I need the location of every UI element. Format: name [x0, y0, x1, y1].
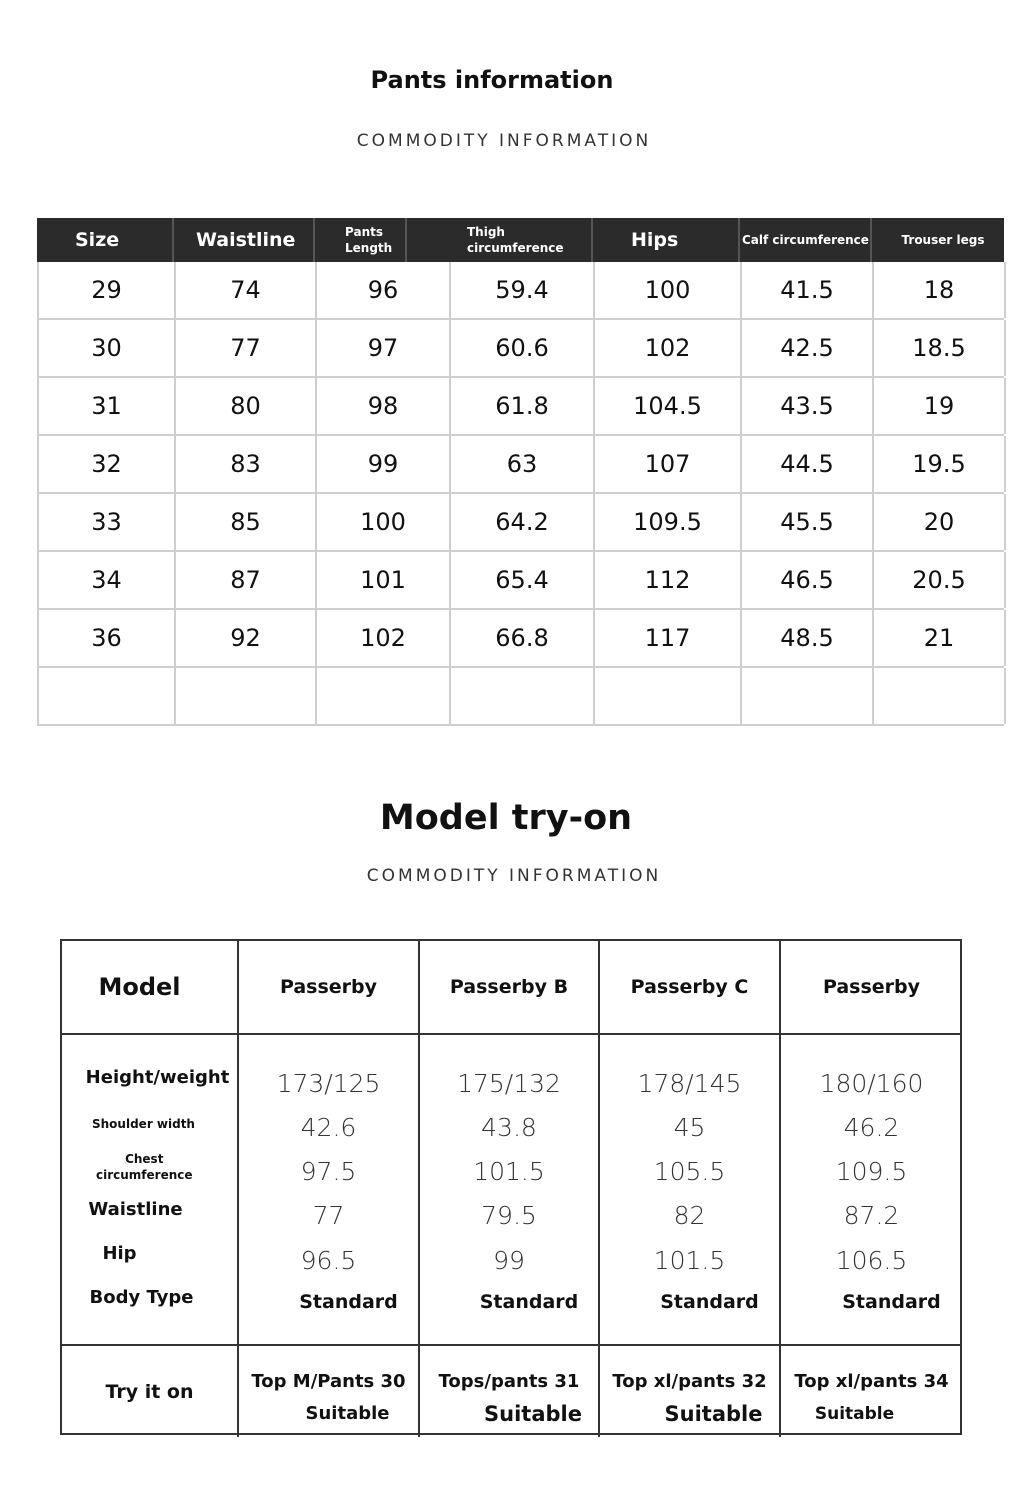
table-cell — [595, 668, 742, 724]
table-cell — [874, 668, 1006, 724]
model-values-col — [239, 1035, 420, 1344]
try-on-fit: Suitable — [484, 1402, 582, 1426]
table-cell: 20 — [874, 494, 1006, 550]
value-hip: 99 — [493, 1246, 525, 1275]
value-chest: 109.5 — [835, 1157, 908, 1186]
try-on-fit: Suitable — [664, 1402, 763, 1426]
model-tryon-subtitle: COMMODITY INFORMATION — [366, 866, 662, 886]
header-trouser-legs: Trouser legs — [901, 233, 985, 247]
table-cell: 65.4 — [451, 552, 595, 608]
label-height-weight: Height/weight — [85, 1067, 230, 1088]
table-cell: 18.5 — [874, 320, 1006, 376]
table-cell: 97 — [317, 320, 451, 376]
pants-size-table — [37, 218, 1004, 726]
table-cell: 100 — [317, 494, 451, 550]
table-cell: 21 — [874, 610, 1006, 666]
table-cell: 31 — [39, 378, 176, 434]
table-cell: 33 — [39, 494, 176, 550]
table-cell: 20.5 — [874, 552, 1006, 608]
table-cell — [176, 668, 317, 724]
table-row — [37, 436, 1004, 494]
table-cell: 19 — [874, 378, 1006, 434]
table-cell: 77 — [176, 320, 317, 376]
model-header-row — [62, 941, 960, 1035]
value-waistline: 82 — [673, 1201, 706, 1230]
table-cell: 112 — [595, 552, 742, 608]
table-cell: 36 — [39, 610, 176, 666]
value-hip: 106.5 — [835, 1246, 908, 1275]
try-on-label: Try it on — [62, 1346, 239, 1437]
table-cell: 32 — [39, 436, 176, 492]
value-shoulder: 46.2 — [843, 1113, 900, 1142]
table-cell: 44.5 — [742, 436, 874, 492]
value-waistline: 87.2 — [843, 1201, 900, 1230]
value-shoulder: 45 — [673, 1113, 706, 1142]
table-row — [37, 320, 1004, 378]
pants-info-subtitle: COMMODITY INFORMATION — [356, 131, 652, 151]
value-shoulder: 42.6 — [300, 1113, 357, 1142]
table-cell: 34 — [39, 552, 176, 608]
value-body-type: Standard — [299, 1291, 398, 1313]
table-cell: 102 — [595, 320, 742, 376]
table-cell: 60.6 — [451, 320, 595, 376]
model-values-col — [420, 1035, 600, 1344]
table-cell: 46.5 — [742, 552, 874, 608]
table-cell: 29 — [39, 262, 176, 318]
header-waistline: Waistline — [174, 218, 315, 262]
try-on-size: Top M/Pants 30 — [251, 1371, 406, 1392]
pants-info-title: Pants information — [370, 66, 614, 94]
table-cell: 104.5 — [595, 378, 742, 434]
value-body-type: Standard — [479, 1291, 579, 1313]
value-waistline: 77 — [312, 1201, 345, 1230]
model-tryon-table — [60, 939, 962, 1435]
table-cell: 87 — [176, 552, 317, 608]
table-cell: 19.5 — [874, 436, 1006, 492]
model-values-col — [781, 1035, 962, 1344]
value-height-weight: 180/160 — [819, 1069, 924, 1098]
table-row — [37, 494, 1004, 552]
table-cell: 109.5 — [595, 494, 742, 550]
header-calf: Calf circumference — [740, 218, 872, 262]
value-height-weight: 173/125 — [276, 1069, 381, 1098]
table-cell: 45.5 — [742, 494, 874, 550]
value-body-type: Standard — [660, 1291, 759, 1313]
model-values-col — [600, 1035, 781, 1344]
table-cell: 80 — [176, 378, 317, 434]
table-cell — [39, 668, 176, 724]
table-cell: 100 — [595, 262, 742, 318]
table-cell: 117 — [595, 610, 742, 666]
table-cell: 101 — [317, 552, 451, 608]
table-cell: 42.5 — [742, 320, 874, 376]
try-on-fit: Suitable — [305, 1403, 390, 1424]
table-cell: 96 — [317, 262, 451, 318]
header-size: Size — [37, 218, 174, 262]
measure-labels — [62, 1035, 239, 1344]
table-cell: 63 — [451, 436, 595, 492]
table-row — [37, 378, 1004, 436]
model-name: Passerby — [822, 976, 921, 998]
value-body-type: Standard — [842, 1291, 941, 1313]
label-shoulder-width: Shoulder width — [92, 1117, 195, 1131]
try-on-cell — [781, 1346, 962, 1437]
table-row — [37, 668, 1004, 726]
model-name: Passerby C — [600, 941, 781, 1033]
try-on-cell — [239, 1346, 420, 1437]
pants-table-header — [37, 218, 1004, 262]
table-cell: 83 — [176, 436, 317, 492]
table-cell — [742, 668, 874, 724]
label-chest: Chest circumference — [95, 1152, 193, 1182]
try-on-size: Top xl/pants 34 — [794, 1371, 949, 1392]
label-body-type: Body Type — [89, 1287, 194, 1308]
table-cell: 43.5 — [742, 378, 874, 434]
model-measure-row — [62, 1035, 960, 1346]
table-cell: 85 — [176, 494, 317, 550]
table-cell: 18 — [874, 262, 1006, 318]
table-cell — [317, 668, 451, 724]
value-chest: 105.5 — [653, 1157, 726, 1186]
table-row — [37, 262, 1004, 320]
table-cell: 59.4 — [451, 262, 595, 318]
model-name: Passerby — [239, 941, 420, 1033]
try-on-fit: Suitable — [814, 1404, 895, 1424]
table-cell: 41.5 — [742, 262, 874, 318]
header-thigh: Thigh circumference — [449, 218, 593, 262]
model-header-label: Model — [62, 941, 239, 1033]
table-cell: 99 — [317, 436, 451, 492]
header-hips: Hips — [593, 218, 740, 262]
value-shoulder: 43.8 — [481, 1113, 537, 1142]
table-row — [37, 610, 1004, 668]
table-cell: 30 — [39, 320, 176, 376]
table-cell: 102 — [317, 610, 451, 666]
value-height-weight: 175/132 — [457, 1069, 561, 1098]
value-hip: 96.5 — [300, 1246, 357, 1275]
model-tryon-title: Model try-on — [379, 798, 633, 838]
value-waistline: 79.5 — [481, 1201, 537, 1230]
try-on-cell — [420, 1346, 600, 1437]
table-cell — [451, 668, 595, 724]
table-row — [37, 552, 1004, 610]
value-chest: 97.5 — [300, 1157, 357, 1186]
table-cell: 48.5 — [742, 610, 874, 666]
model-name: Passerby B — [420, 941, 600, 1033]
table-cell: 66.8 — [451, 610, 595, 666]
value-hip: 101.5 — [653, 1246, 726, 1275]
try-on-row — [62, 1346, 960, 1437]
try-on-size: Tops/pants 31 — [438, 1371, 580, 1392]
label-hip: Hip — [102, 1243, 137, 1264]
header-pants-length: Pants Length — [315, 218, 407, 262]
table-cell: 92 — [176, 610, 317, 666]
value-height-weight: 178/145 — [637, 1069, 742, 1098]
try-on-size: Top xl/pants 32 — [612, 1371, 767, 1392]
table-cell: 61.8 — [451, 378, 595, 434]
table-cell: 107 — [595, 436, 742, 492]
try-on-cell — [600, 1346, 781, 1437]
table-cell: 64.2 — [451, 494, 595, 550]
table-cell: 98 — [317, 378, 451, 434]
value-chest: 101.5 — [473, 1157, 545, 1186]
label-waistline: Waistline — [88, 1199, 183, 1220]
table-cell: 74 — [176, 262, 317, 318]
